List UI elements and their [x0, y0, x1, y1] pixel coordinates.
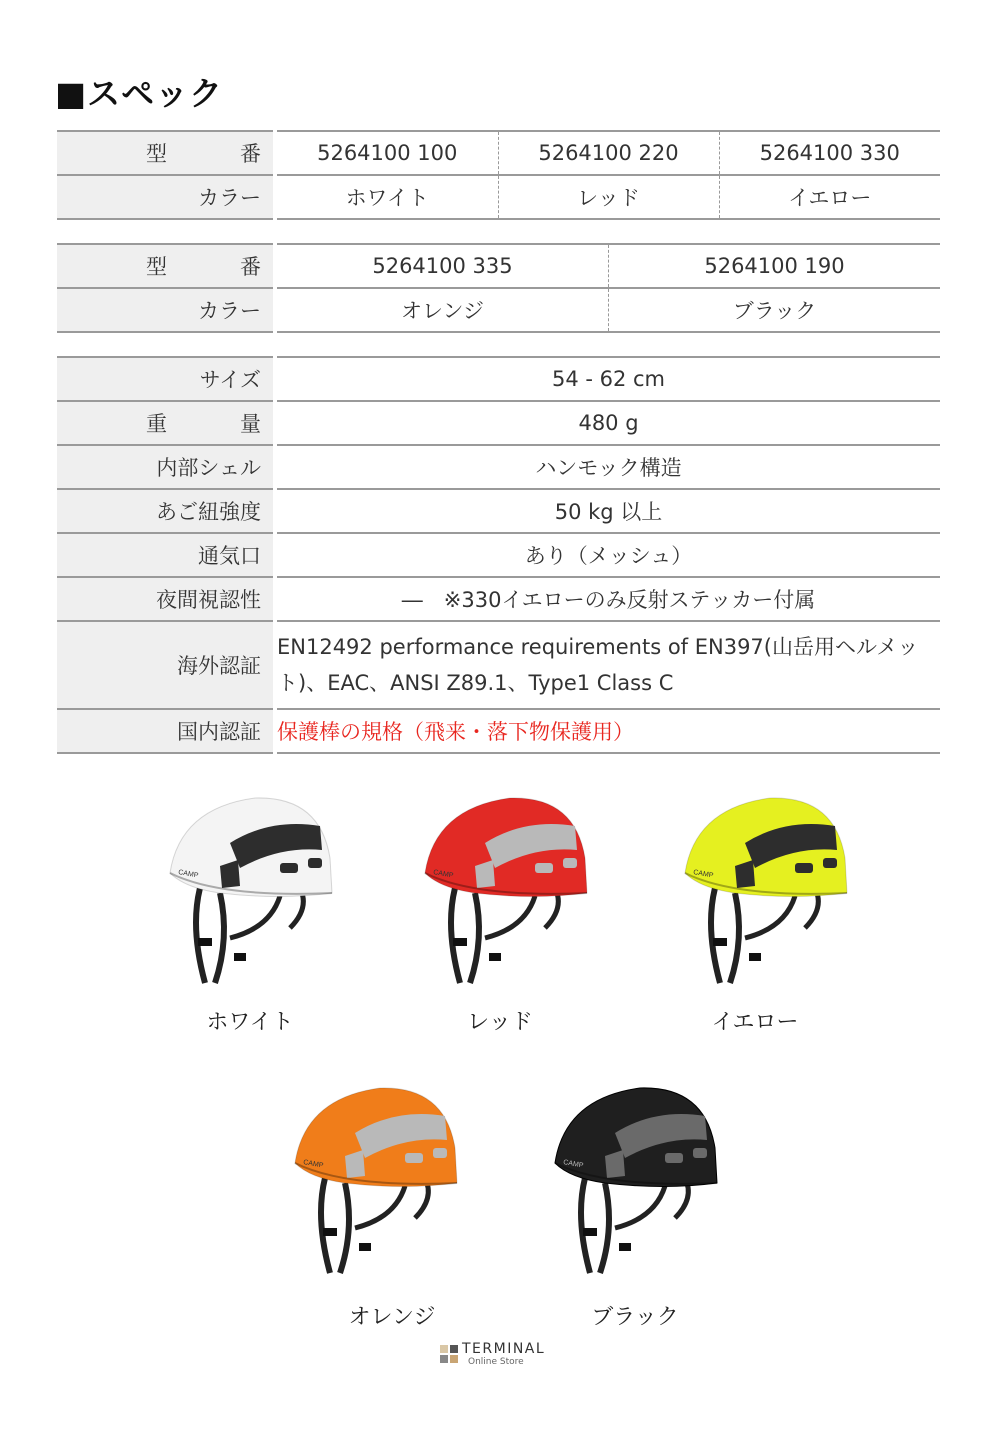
helmet-caption: イエロー [711, 1010, 799, 1035]
helmet-caption: ブラック [591, 1305, 679, 1330]
table-row [57, 533, 940, 577]
model-color-table-2 [57, 243, 940, 333]
model-label: 型 番 [57, 244, 273, 288]
model-cell: 5264100 100 [277, 131, 498, 175]
logo-mark-icon [440, 1345, 458, 1363]
logo-name: TERMINAL [462, 1341, 546, 1357]
color-cell: ホワイト [277, 175, 498, 219]
table-row [57, 131, 940, 175]
model-color-table-1 [57, 130, 940, 220]
terminal-logo [440, 1343, 570, 1369]
color-cell: オレンジ [277, 288, 609, 332]
color-cell: イエロー [719, 175, 940, 219]
table-row [57, 401, 940, 445]
spec-label: 内部シェル [57, 445, 273, 489]
spec-label: 重 量 [57, 401, 273, 445]
svg-text:CAMP: CAMP [562, 1159, 584, 1170]
svg-text:CAMP: CAMP [177, 869, 199, 880]
helmet-yellow-image [675, 788, 855, 1003]
logo-subtitle: Online Store [468, 1357, 524, 1367]
color-label: カラー [57, 175, 273, 219]
helmet-red-image [415, 788, 595, 1003]
spec-label: 通気口 [57, 533, 273, 577]
helmet-orange-image [285, 1078, 465, 1293]
svg-text:CAMP: CAMP [432, 869, 454, 880]
svg-text:CAMP: CAMP [302, 1159, 324, 1170]
helmet-caption: レッド [467, 1010, 533, 1035]
page-title: ■スペック [55, 74, 224, 113]
model-label: 型 番 [57, 131, 273, 175]
model-cell: 5264100 335 [277, 244, 609, 288]
table-row [57, 709, 940, 753]
table-row [57, 288, 940, 332]
table-row [57, 175, 940, 219]
model-cell: 5264100 330 [719, 131, 940, 175]
helmet-caption: ホワイト [206, 1010, 294, 1035]
spec-value: 保護棒の規格（飛来・落下物保護用） [277, 709, 940, 753]
helmet-black-image [545, 1078, 725, 1293]
table-row [57, 445, 940, 489]
spec-value: 480 g [277, 401, 940, 445]
spec-table [57, 356, 940, 754]
table-row [57, 357, 940, 401]
spec-value: ハンモック構造 [277, 445, 940, 489]
table-row [57, 577, 940, 621]
spec-label: サイズ [57, 357, 273, 401]
model-cell: 5264100 220 [498, 131, 719, 175]
spec-label: 国内認証 [57, 709, 273, 753]
spec-value: EN12492 performance requirements of EN397(山岳用ヘルメット)、EAC、ANSI Z89.1、Type1 Class C [277, 621, 940, 709]
color-cell: レッド [498, 175, 719, 219]
color-cell: ブラック [609, 288, 941, 332]
model-cell: 5264100 190 [609, 244, 941, 288]
table-row [57, 621, 940, 709]
spec-label: 海外認証 [57, 621, 273, 709]
spec-value: ― ※330イエローのみ反射ステッカー付属 [277, 577, 940, 621]
spec-label: あご紐強度 [57, 489, 273, 533]
table-row [57, 244, 940, 288]
svg-text:CAMP: CAMP [692, 869, 714, 880]
color-label: カラー [57, 288, 273, 332]
helmet-caption: オレンジ [348, 1305, 436, 1330]
spec-value: 50 kg 以上 [277, 489, 940, 533]
spec-value: 54 - 62 cm [277, 357, 940, 401]
spec-label: 夜間視認性 [57, 577, 273, 621]
spec-value: あり（メッシュ） [277, 533, 940, 577]
helmet-white-image [160, 788, 340, 1003]
table-row [57, 489, 940, 533]
